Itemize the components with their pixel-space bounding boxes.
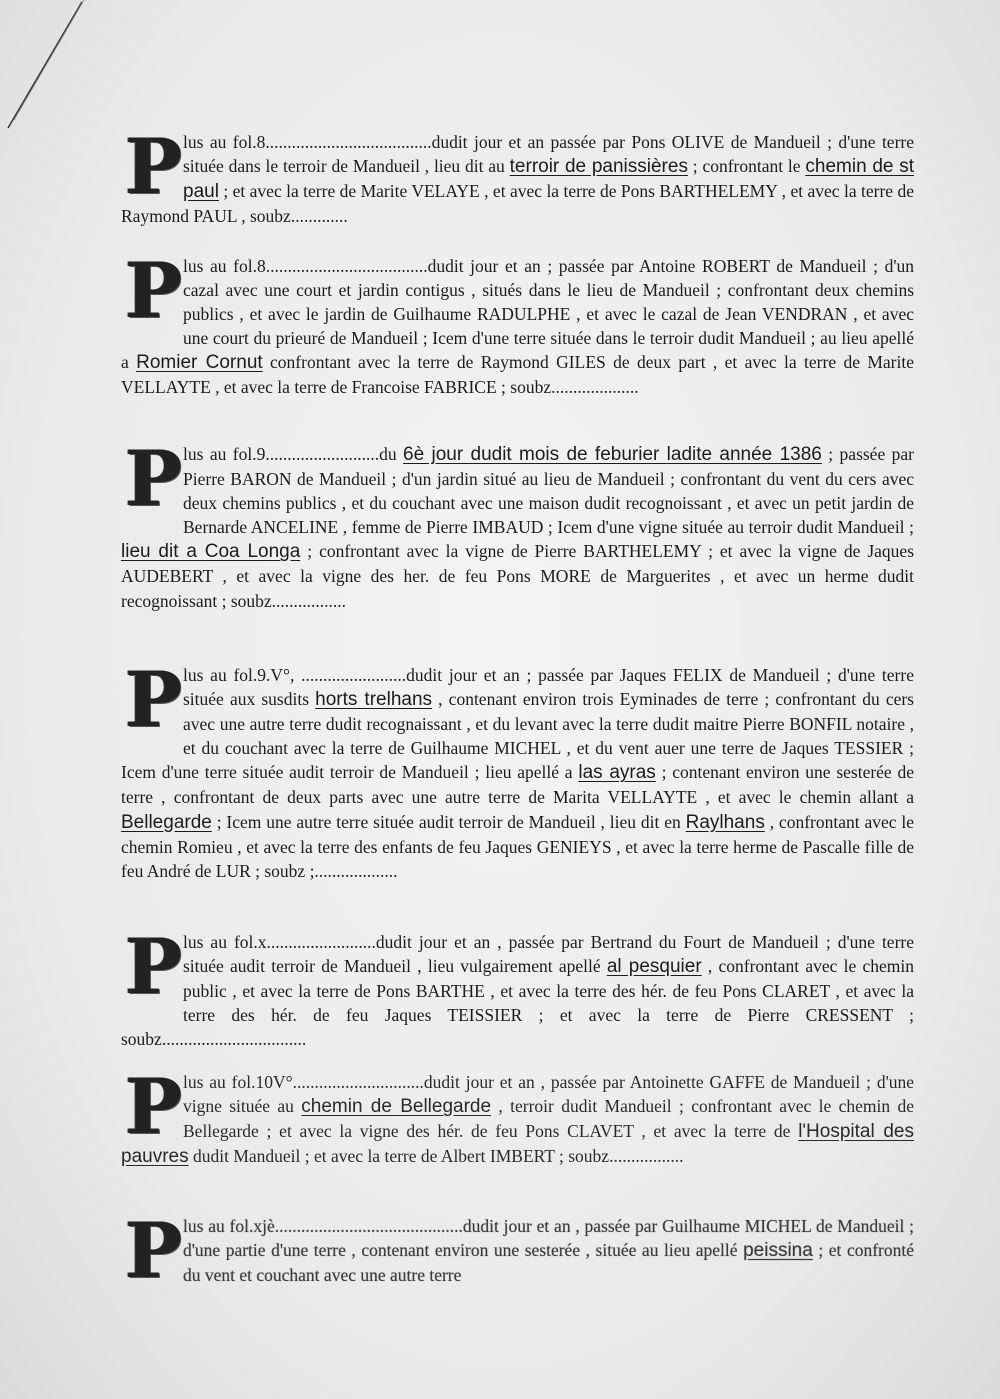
place-name-highlight: chemin de st paul [183,156,914,203]
place-name-highlight: chemin de Bellegarde [301,1096,492,1118]
dropcap-letter: P [125,1206,181,1295]
entry-text: lus au fol.9.V°, ........................dudit jour et an ; passée par Jaques FELIX de Mandueil ; d'une terre située aux susdits [183,665,914,710]
dropcap-letter: P [125,922,181,1011]
entry-text: ; confrontant le [687,156,806,177]
entry-text: , confrontant avec le chemin public , et avec la terre de Pons BARTHE , et avec la terre des hér. de feu Pons CLARET , et avec la terre des hér. de feu Jaques TEISSIER ; et avec la terre de Pierre CRESSENT ; soubz................................. [121,956,915,1050]
entry-text: lus au fol.9..........................du [183,444,404,464]
entry-text: ; contenant environ une sesterée de terre , confrontant de deux parts avec une autre terre de Marita VELLAYTE , et avec le chemin allant a [121,762,914,808]
entry-text: confrontant avec la terre de Raymond GILES de deux part , et avec la terre de Marite VELLAYTE , et avec la terre de Francoise FABRICE ; soubz.................... [121,352,914,398]
entry-text: lus au fol.x.........................dudit jour et an , passée par Bertrand du Fourt de Mandueil ; d'une terre située audit terroir de Mandueil , lieu vulgairement apellé [183,932,914,977]
place-name-highlight: Raylhans [685,811,765,833]
dropcap-letter: P [125,1062,181,1151]
entry-text: lus au fol.8......................................dudit jour et an passée par Pons OLIVE de Mandueil ; d'une terre située dans le terroir de Mandueil , lieu dit au [183,132,914,177]
place-name-highlight: l'Hospital des pauvres [121,1121,914,1168]
dropcap-letter: P [125,655,181,744]
entry-3 [121,434,915,613]
entry-1 [121,122,914,228]
entry-text: dudit Mandueil ; et avec la terre de Albert IMBERT ; soubz................. [188,1146,684,1167]
place-name-highlight: las ayras [578,762,656,784]
page-corner-fold [0,0,90,130]
place-name-highlight: Bellegarde [121,811,212,833]
entry-text: , contenant environ trois Eyminades de terre ; confrontant du cers avec une autre terre dudit recognaissant , et du levant avec la terre dudit maitre Pierre BONFIL notaire , et du couchant avec la terre de Guilhaume MICHEL , et du vent auer une terre de Jaques TESSIER ; Icem d'une terre située audit terroir de Mandueil ; lieu apellé a [121,689,914,783]
entry-6 [121,1062,914,1169]
dropcap-letter: P [125,122,181,211]
place-name-highlight: horts trelhans [315,689,433,711]
place-name-highlight: Romier Cornut [136,352,263,374]
place-name-highlight: terroir de panissières [509,156,688,178]
entry-text: ; passée par Pierre BARON de Mandueil ; d'un jardin situé au lieu de Mandueil ; confrontant du vent du cers avec deux chemins publics , et du couchant avec une maison dudit recognoissant , et avec un petit jardin de Bernarde ANCELINE , femme de Pierre IMBAUD ; Icem d'une vigne située au terroir dudit Mandueil ; [183,444,914,538]
entry-text: , terroir dudit Mandueil ; confrontant avec le chemin de Bellegarde ; et avec la vigne des hér. de feu Pons CLAVET , et avec la terre de [183,1096,914,1142]
place-name-highlight: al pesquier [606,956,702,978]
entry-5 [121,922,915,1051]
entry-4 [121,655,914,883]
place-name-highlight: lieu dit a Coa Longa [121,541,301,563]
entry-text: ; et avec la terre de Marite VELAYE , et avec la terre de Pons BARTHELEMY , et avec la terre de Raymond PAUL , soubz............. [121,181,914,227]
place-name-highlight: peissina [743,1240,813,1262]
entry-text: ; et confronté du vent et couchant avec une autre terre [183,1240,914,1286]
entry-text: lus au fol.xjè...........................................dudit jour et an , passée par Guilhaume MICHEL de Mandueil ; d'une partie d'une terre , contenant environ une sesterée , située au lieu apellé [183,1216,914,1261]
entry-text: , confrontant avec le chemin Romieu , et avec la terre des enfants de feu Jaques GENIEYS , et avec la terre herme de Pascalle fille de feu André de LUR ; soubz ;................... [121,811,914,881]
entry-text: ; confrontant avec la vigne de Pierre BARTHELEMY ; et avec la vigne de Jaques AUDEBERT , et avec la vigne des her. de feu Pons MORE de Marguerites , et avec un herme dudit recognoissant ; soubz................. [121,541,915,611]
dropcap-letter: P [125,246,181,335]
dropcap-letter: P [125,434,181,523]
place-name-highlight: 6è jour dudit mois de feburier ladite année 1386 [403,444,822,465]
entry-2 [121,246,914,400]
entry-7 [121,1206,914,1295]
entry-text: ; Icem une autre terre située audit terroir de Mandueil , lieu dit en [211,811,686,832]
entry-text: lus au fol.10V°..............................dudit jour et an , passée par Antoinette GAFFE de Mandueil ; d'une vigne située au [183,1072,914,1117]
entry-text: lus au fol.8.....................................dudit jour et an ; passée par Antoine ROBERT de Mandueil ; d'un cazal avec une court et jardin contigus , situés dans le lieu de Mandueil ; confrontant deux chemins publics , et avec le jardin de Guilhaume RADULPHE , et avec le cazal de Jean VENDRAN , et avec une court du prieuré de Mandueil ; Icem d'une terre située dans le terroir dudit Mandueil ; au lieu apellé a [121,256,914,373]
